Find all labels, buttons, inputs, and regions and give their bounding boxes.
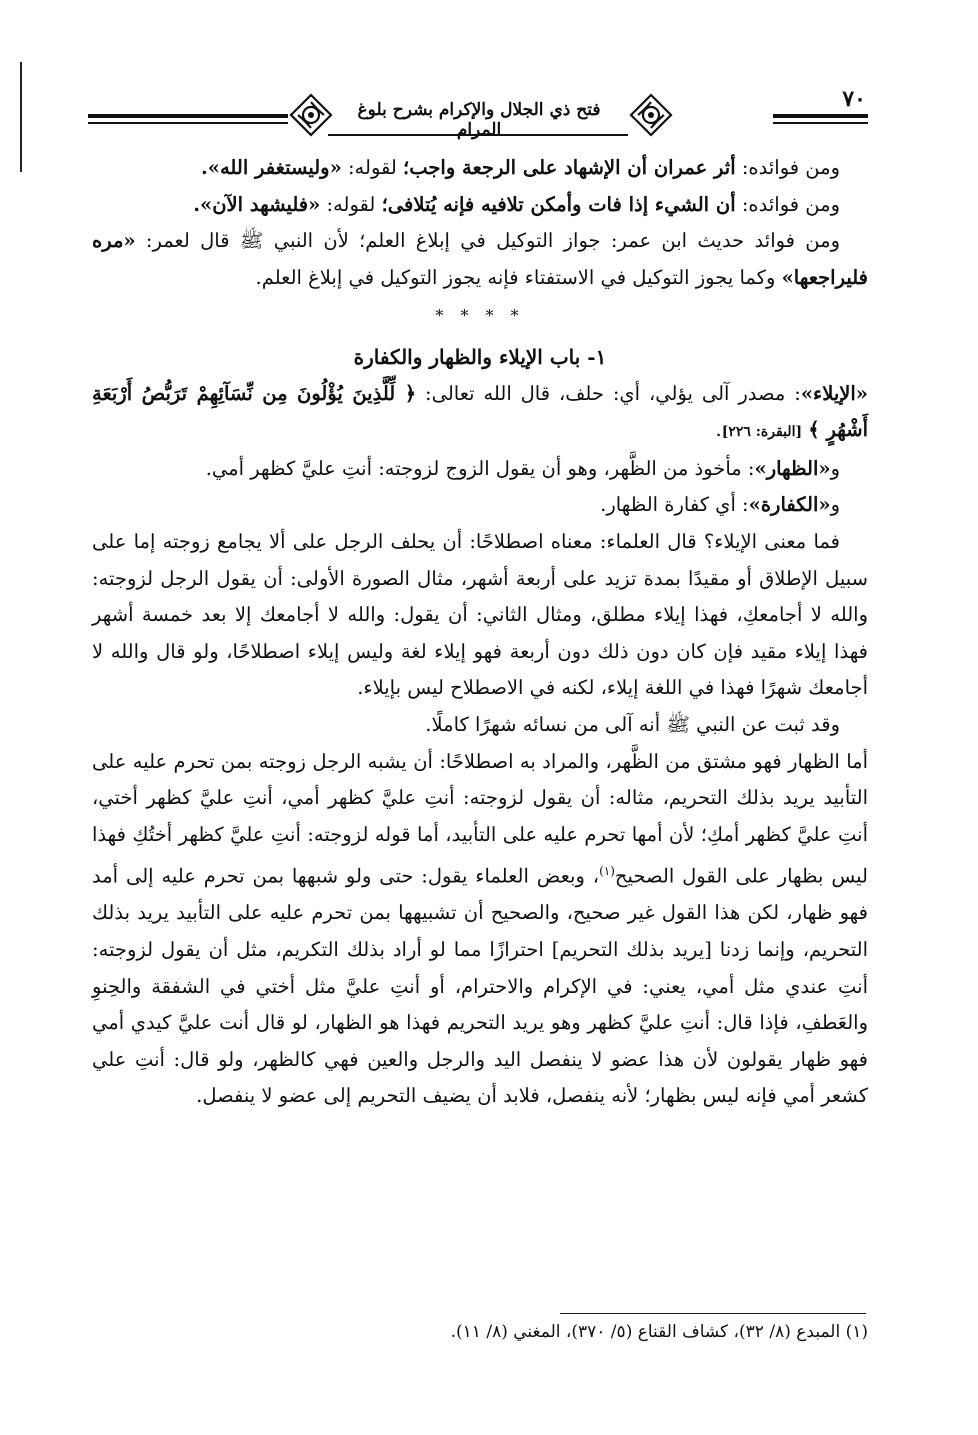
ila-meaning-paragraph: فما معنى الإيلاء؟ قال العلماء: معناه اصطلاحًا: أن يحلف الرجل على ألا يجامع زوجته إما على سبيل الإطلاق أو مقيدًا بمدة تزيد على أربعة أشهر، مثال الصورة الأولى: أن يقول الرجل لزوجته: والله لا أجامعكِ، فهذا إيلاء مطلق، ومثال الثاني: أن يقول: والله لا أجامعك إلا بعد خمسة أشهر فهذا إيلاء مقيد فإن كان دون ذلك دون أربعة فهو إيلاء لغة وليس إيلاء اصطلاحًا، ولو قال والله لا أجامعك شهرًا فهذا في اللغة إيلاء، لكنه في الاصطلاح ليس بإيلاء.	[92, 529, 868, 700]
footnote-divider	[560, 1313, 866, 1314]
running-title: فتح ذي الجلال والإكرام بشرح بلوغ المرام	[357, 100, 601, 140]
benefit-1-bold: أثر عمران أن الإشهاد على الرجعة واجب؛	[403, 156, 736, 179]
header-rule-left	[88, 114, 288, 118]
benefit-3-text: ومن فوائد حديث ابن عمر: جواز التوكيل في إبلاغ العلم؛ لأن النبي ﷺ قال لعمر:	[135, 229, 840, 253]
kaffara-prefix: و	[830, 493, 840, 517]
benefit-paragraph-3	[92, 223, 868, 296]
zihar-prefix: و	[830, 456, 840, 480]
zihar-text-2: ، وبعض العلماء يقول: حتى ولو شبهها بمن تحرم عليه إلى أمد فهو ظهار، لكن هذا القول غير صحيح، والصحيح أن تشبيهها بمن تحرم عليه على التأبيد يريد بذلك التحريم، وإنما زدنا [يريد بذلك التحريم] احترازًا مما لو أراد بذلك التكريم، مثل أن يقول لزوجته: أنتِ عندي مثل أمي، يعني: في الإكرام والاحترام، أو أنتِ عليَّ مثل أختي في الشفقة والحِنوِ والعَطفِ، فإذا قال: أنتِ عليَّ كظهر وهو يريد التحريم فهذا هو الظهار، لو قال أنت عليَّ كيدي أمي فهو ظهار يقولون لأن هذا عضو لا ينفصل اليد والرجل والعين فهي كالظهر، ولو قال: أنتِ علي كشعر أمي فإنه ليس بظهار؛ لأنه ينفصل، فلابد أن يضيف التحريم إلى عضو لا ينفصل.	[92, 864, 868, 1108]
ila-definition	[92, 376, 868, 451]
zihar-definition	[92, 451, 868, 488]
kaffara-def: : أي كفارة الظهار.	[600, 493, 749, 517]
zihar-paragraph	[92, 744, 868, 1115]
footnote-marker: (١)	[599, 864, 615, 879]
header-rule-left-thin	[88, 122, 288, 124]
margin-binding-line	[20, 62, 22, 172]
zihar-text-1: أما الظهار فهو مشتق من الظَّهر، والمراد به اصطلاحًا: أن يشبه الرجل زوجته بمن تحرم عليه على التأبيد يريد بذلك التحريم، مثاله: أن يقول لزوجته: أنتِ عليَّ كظهر أمي، أنتِ عليَّ كظهر أختي، أنتِ عليَّ كظهر أمكِ؛ لأن أمها تحرم عليه على التأبيد، أما قوله لزوجته: أنتِ عليَّ كظهر أختُكِ فهذا ليس بظهار على القول الصحيح	[92, 749, 869, 888]
ila-def: : مصدر آلى يؤلي، أي: حلف، قال الله تعالى:	[416, 381, 801, 405]
benefit-2-bold: أن الشيء إذا فات وأمكن تلافيه فإنه يُتلافى؛	[381, 192, 736, 216]
ornament-right-icon	[628, 92, 674, 138]
ornament-left-icon	[288, 92, 334, 138]
header-rule-right-thin	[773, 122, 868, 124]
benefit-3-end: وكما يجوز التوكيل في الاستفتاء فإنه يجوز التوكيل في إبلاغ العلم.	[255, 265, 782, 289]
benefit-paragraph-1	[92, 150, 868, 187]
page-header	[88, 86, 868, 138]
benefit-2-mid: لقوله:	[320, 192, 382, 216]
prophet-paragraph: وقد ثبت عن النبي ﷺ أنه آلى من نسائه شهرًا كاملًا.	[425, 712, 840, 736]
zihar-def: : مأخوذ من الظَّهر، وهو أن يقول الزوج لزوجته: أنتِ عليَّ كظهر أمي.	[205, 456, 755, 480]
benefit-1-quote: «وليستغفر الله».	[201, 156, 342, 179]
benefit-1-lead: ومن فوائده:	[735, 156, 840, 179]
header-rule-right	[773, 114, 868, 118]
kaffara-term: «الكفارة»	[748, 493, 831, 517]
section-separator: * * * *	[435, 306, 525, 326]
kaffara-definition	[92, 487, 868, 524]
quran-verse: ﴿ لِّلَّذِينَ يُؤْلُونَ مِن نِّسَآئِهِمْ تَرَبُّصُ أَرْبَعَةِ أَشْهُرٍ ﴾	[92, 381, 868, 442]
footnote: (١) المبدع (٨/ ٣٢)، كشاف القناع (٥/ ٣٧٠)، المغني (٨/ ١١).	[450, 1322, 868, 1342]
ila-term: «الإيلاء»	[800, 381, 868, 405]
page-number: ٧٠	[842, 86, 866, 112]
chapter-title: ١- باب الإيلاء والظهار والكفارة	[353, 344, 607, 369]
benefit-2-quote: «فليشهد الآن».	[193, 192, 321, 216]
benefit-paragraph-2	[92, 187, 868, 224]
verse-reference: [البقرة: ٢٢٦]	[721, 424, 803, 441]
page-body	[92, 150, 868, 1115]
benefit-3-quote: «مره فليراجعها»	[92, 229, 868, 289]
verse-reference-end: .	[715, 418, 722, 442]
benefit-2-lead: ومن فوائده:	[735, 192, 840, 216]
zihar-term: «الظهار»	[754, 456, 831, 480]
benefit-1-mid: لقوله:	[341, 156, 404, 179]
